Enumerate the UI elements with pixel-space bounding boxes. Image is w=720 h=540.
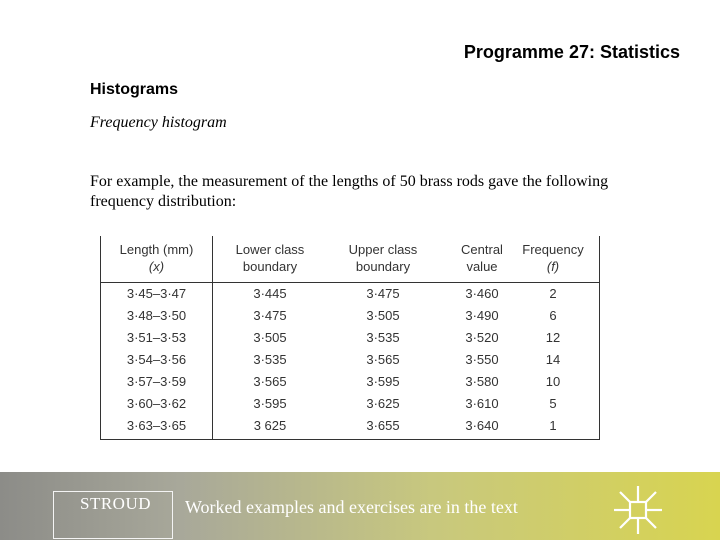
stroud-logo: STROUD bbox=[80, 494, 152, 513]
intro-paragraph: For example, the measurement of the lengths of 50 brass rods gave the following frequency distribution: bbox=[90, 173, 609, 210]
header-upper-line2: boundary bbox=[355, 259, 411, 274]
cell-upper-boundary: 3·655 bbox=[366, 418, 400, 433]
cell-central-value: 3·640 bbox=[465, 418, 499, 433]
cell-upper-boundary: 3·565 bbox=[366, 352, 400, 367]
cell-length: 3·54–3·56 bbox=[126, 352, 187, 367]
frequency-table bbox=[100, 236, 600, 440]
footer-bar bbox=[0, 472, 720, 540]
cell-central-value: 3·520 bbox=[465, 330, 499, 345]
cell-lower-boundary: 3 625 bbox=[253, 418, 287, 433]
cell-lower-boundary: 3·445 bbox=[253, 286, 287, 301]
cell-central-value: 3·490 bbox=[465, 308, 499, 323]
cell-frequency: 14 bbox=[545, 352, 561, 367]
section-subtitle: Frequency histogram bbox=[90, 114, 227, 131]
cell-frequency: 5 bbox=[549, 396, 557, 411]
cell-frequency: 1 bbox=[549, 418, 557, 433]
header-lower-line2: boundary bbox=[242, 259, 298, 274]
cell-length: 3·48–3·50 bbox=[126, 308, 187, 323]
cell-frequency: 2 bbox=[549, 286, 557, 301]
cell-length: 3·63–3·65 bbox=[126, 418, 187, 433]
header-length-line2: (x) bbox=[148, 259, 165, 274]
header-length bbox=[101, 241, 212, 275]
cell-central-value: 3·550 bbox=[465, 352, 499, 367]
cell-lower-boundary: 3·595 bbox=[253, 396, 287, 411]
cell-lower-boundary: 3·565 bbox=[253, 374, 287, 389]
header-frequency-line1: Frequency bbox=[522, 242, 584, 257]
header-lower-boundary bbox=[213, 241, 327, 275]
cell-frequency: 6 bbox=[549, 308, 557, 323]
cell-central-value: 3·460 bbox=[465, 286, 499, 301]
header-central-line1: Central bbox=[461, 242, 503, 257]
header-central-value bbox=[439, 241, 525, 275]
header-frequency bbox=[515, 241, 591, 275]
asterisk-icon bbox=[612, 484, 664, 536]
cell-lower-boundary: 3·535 bbox=[253, 352, 287, 367]
header-length-line1: Length (mm) bbox=[119, 242, 194, 257]
section-title: Histograms bbox=[90, 81, 179, 98]
header-upper-boundary bbox=[327, 241, 439, 275]
cell-upper-boundary: 3·625 bbox=[366, 396, 400, 411]
cell-length: 3·45–3·47 bbox=[126, 286, 187, 301]
cell-central-value: 3·580 bbox=[465, 374, 499, 389]
cell-length: 3·57–3·59 bbox=[126, 374, 187, 389]
header-upper-line1: Upper class bbox=[348, 242, 418, 257]
cell-frequency: 12 bbox=[545, 330, 561, 345]
cell-lower-boundary: 3·475 bbox=[253, 308, 287, 323]
header-lower-line1: Lower class bbox=[235, 242, 305, 257]
cell-upper-boundary: 3·505 bbox=[366, 308, 400, 323]
cell-central-value: 3·610 bbox=[465, 396, 499, 411]
cell-upper-boundary: 3·535 bbox=[366, 330, 400, 345]
cell-length: 3·51–3·53 bbox=[126, 330, 187, 345]
cell-upper-boundary: 3·595 bbox=[366, 374, 400, 389]
cell-upper-boundary: 3·475 bbox=[366, 286, 400, 301]
header-frequency-line2: (f) bbox=[546, 259, 560, 274]
footer-note: Worked examples and exercises are in the text bbox=[185, 497, 518, 517]
page-title: Programme 27: Statistics bbox=[463, 42, 680, 62]
header-central-line2: value bbox=[466, 259, 498, 274]
cell-frequency: 10 bbox=[545, 374, 561, 389]
cell-lower-boundary: 3·505 bbox=[253, 330, 287, 345]
cell-length: 3·60–3·62 bbox=[126, 396, 187, 411]
